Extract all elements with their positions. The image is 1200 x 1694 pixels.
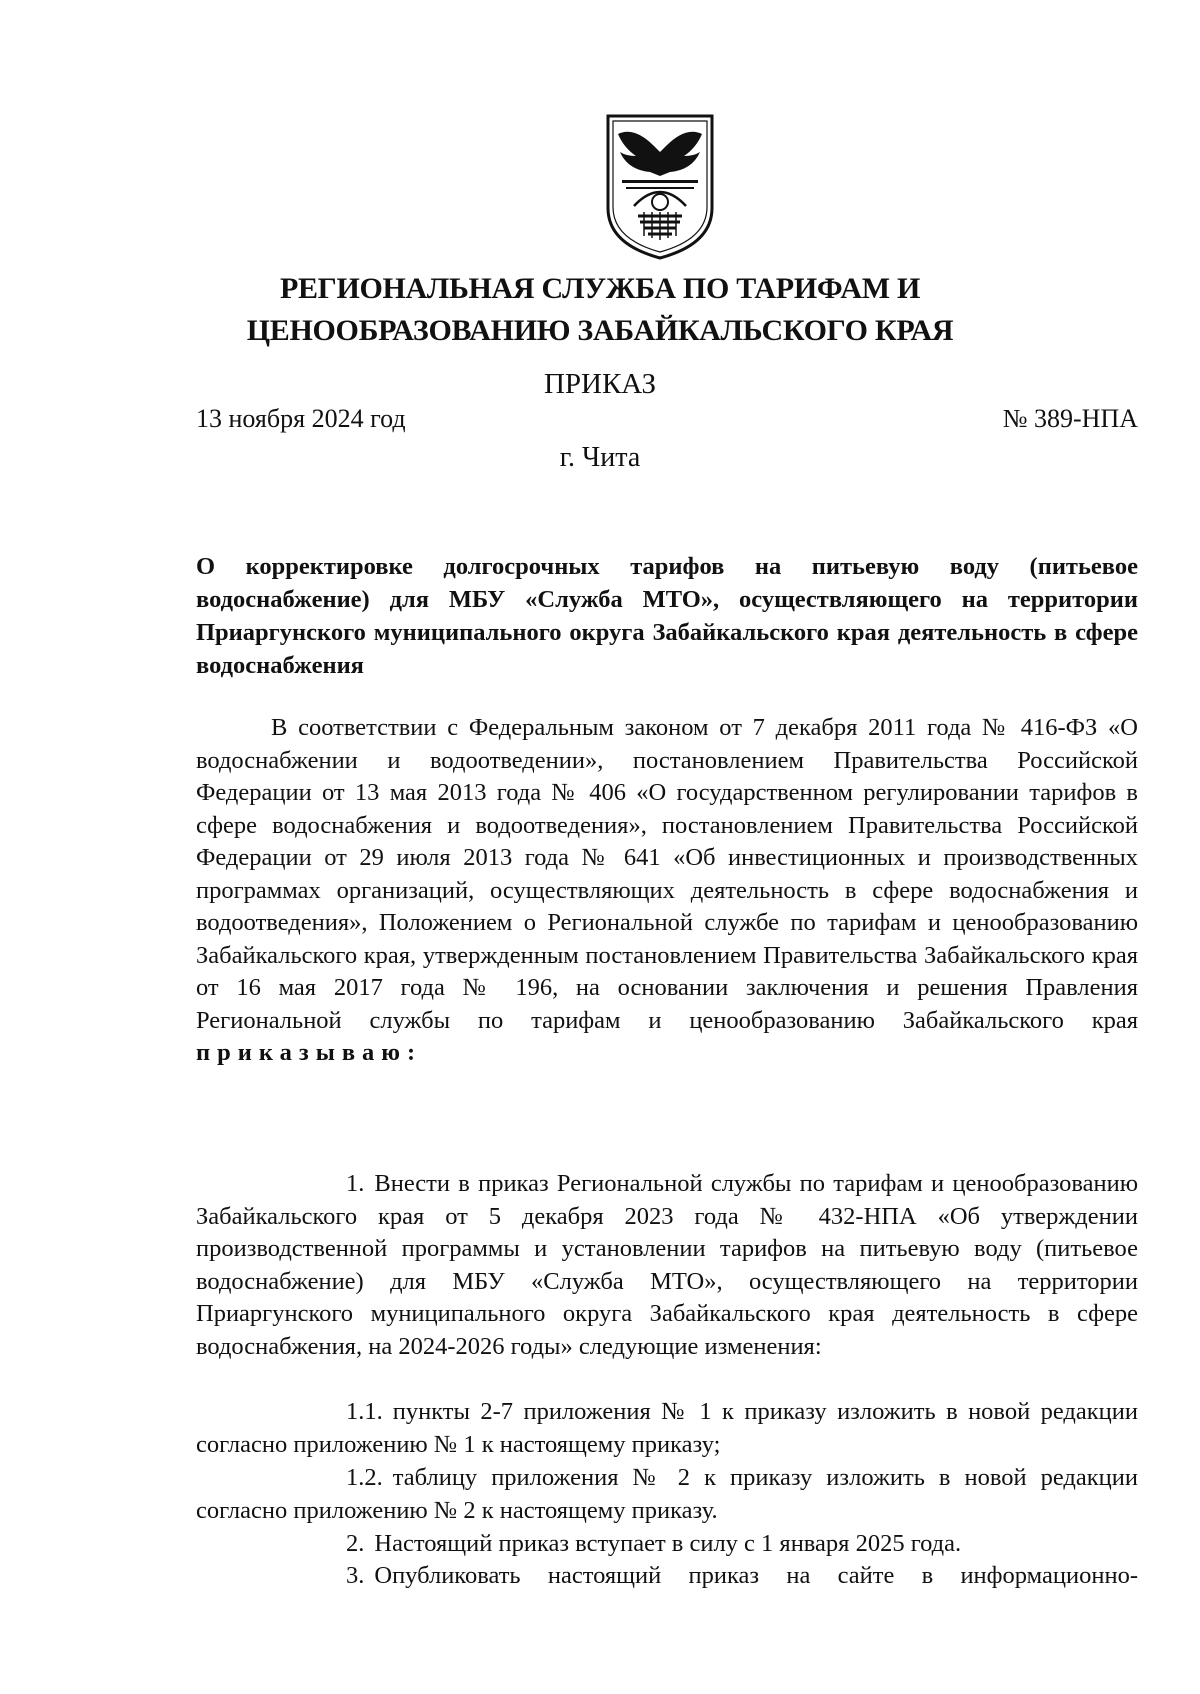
item-1-2 [196,1462,1138,1527]
item-1-text: Внести в приказ Региональной службы по тарифам и ценообразованию Забайкальского края от 5 декабря 2023 года № 432-НПА «Об утверждении производственной программы и установлении тарифов на питьевую воду (питьевое водоснабжение) для МБУ «Служба МТО», осуществляющего на территории Приаргунского муниципального округа Забайкальского края деятельность в сфере водоснабжения, на 2024-2026 годы» следующие изменения: [196,1170,1138,1360]
document-number: № 389-НПА [1002,404,1138,433]
document-title: О корректировке долгосрочных тарифов на питьевую воду (питьевое водоснабжение) для МБУ «Служба МТО», осуществляющего на территории Приаргунского муниципального округа Забайкальского края деятельность в сфере водоснабжения [196,553,1138,679]
item-1-1-text: пункты 2-7 приложения № 1 к приказу изложить в новой редакции согласно приложению № 1 к настоящему приказу; [196,1398,1138,1458]
item-1 [196,1168,1138,1363]
item-1-2-number: 1.2. [346,1464,383,1491]
item-3 [196,1560,1138,1593]
organization-name-line1: РЕГИОНАЛЬНАЯ СЛУЖБА ПО ТАРИФАМ И [279,272,921,305]
item-1-1 [196,1396,1138,1461]
preamble-paragraph [196,712,1138,1070]
item-2-number: 2. [346,1530,365,1557]
item-1-number: 1. [346,1170,365,1197]
document-city: г. Чита [559,442,641,473]
document-date: 13 ноября 2024 год [196,404,406,433]
document-kind: ПРИКАЗ [543,368,657,400]
preamble-text: В соответствии с Федеральным законом от 7 декабря 2011 года № 416-ФЗ «О водоснабжении и водоотведении», постановлением Правительства Российской Федерации от 13 мая 2013 года № 406 «О государственном регулировании тарифов в сфере водоснабжения и водоотведения», постановлением Правительства Российской Федерации от 29 июля 2013 года № 641 «Об инвестиционных и производственных программах организаций, осуществляющих деятельность в сфере водоснабжения и водоотведения», Положением о Региональной службе по тарифам и ценообразованию Забайкальского края, утвержденным постановлением Правительства Забайкальского края от 16 мая 2017 года № 196, на основании заключения и решения Правления Региональной службы по тарифам и ценообразованию Забайкальского края [196,714,1138,1034]
item-3-number: 3. [346,1562,365,1589]
item-3-text: Опубликовать настоящий приказ на сайте в информационно- [374,1562,1138,1589]
item-2-text: Настоящий приказ вступает в силу с 1 января 2025 года. [374,1530,962,1557]
coat-of-arms-icon [604,112,716,262]
item-2 [196,1528,1138,1561]
organization-name-line2: ЦЕНООБРАЗОВАНИЮ ЗАБАЙКАЛЬСКОГО КРАЯ [246,314,954,347]
decree-word: приказываю: [196,1039,423,1066]
item-1-1-number: 1.1. [346,1398,383,1425]
item-1-2-text: таблицу приложения № 2 к приказу изложить в новой редакции согласно приложению № 2 к настоящему приказу. [196,1464,1138,1524]
